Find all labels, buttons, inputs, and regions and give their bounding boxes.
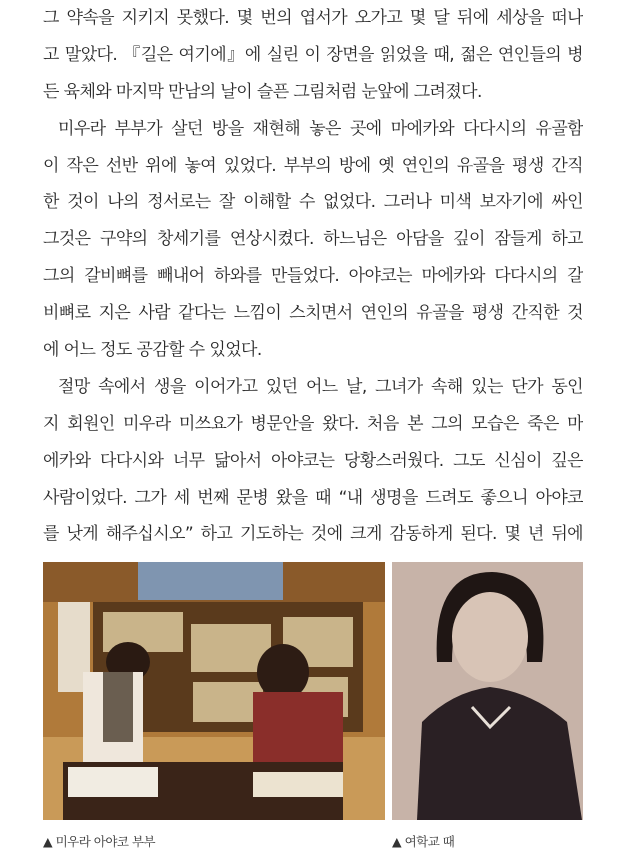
photo-caption-right: ▲ 여학교 때 (392, 834, 455, 849)
text-line: 그 약속을 지키지 못했다. 몇 번의 엽서가 오가고 몇 달 뒤에 세상을 떠나 (43, 8, 583, 28)
text-line: 에카와 다다시와 너무 닮아서 아야코는 당황스러웠다. 그도 신심이 깊은 (43, 450, 583, 471)
text-line: 비뼈로 지은 사람 같다는 느낌이 스치면서 연인의 유골을 평생 간직한 것 (43, 303, 583, 324)
text-line: 에 어느 정도 공감할 수 있었다. (43, 340, 262, 361)
text-line: 그것은 구약의 창세기를 연상시켰다. 하느님은 아담을 깊이 잠들게 하고 (43, 229, 583, 250)
text-line: 미우라 부부가 살던 방을 재현해 놓은 곳에 마에카와 다다시의 유골함 (58, 118, 583, 139)
text-line: 그의 갈비뼈를 빼내어 하와를 만들었다. 아야코는 마에카와 다다시의 갈 (43, 266, 583, 287)
text-line: 든 육체와 마지막 만남의 날이 슬픈 그림처럼 눈앞에 그려졌다. (43, 81, 482, 102)
photo-couple-at-desk (43, 562, 385, 820)
text-line: 고 말았다. 『길은 여기에』에 실린 이 장면을 읽었을 때, 젊은 연인들의 병 (43, 44, 583, 65)
photo-schoolgirl-portrait (392, 562, 583, 820)
text-line: 를 낫게 해주십시오” 하고 기도하는 것에 크게 감동하게 된다. 몇 년 뒤에 (43, 524, 583, 545)
text-line: 지 회원인 미우라 미쓰요가 병문안을 왔다. 처음 본 그의 모습은 죽은 마 (43, 413, 583, 434)
text-line: 사람이었다. 그가 세 번째 문병 왔을 때 “내 생명을 드려도 좋으니 아야코 (43, 487, 583, 508)
text-line: 이 작은 선반 위에 놓여 있었다. 부부의 방에 옛 연인의 유골을 평생 간직 (43, 155, 583, 176)
body-text (43, 4, 583, 557)
photo-caption-left: ▲ 미우라 아야코 부부 (43, 834, 156, 849)
text-line: 한 것이 나의 정서로는 잘 이해할 수 없었다. 그러나 미색 보자기에 싸인 (43, 192, 583, 213)
text-line: 절망 속에서 생을 이어가고 있던 어느 날, 그녀가 속해 있는 단가 동인 (58, 376, 583, 397)
